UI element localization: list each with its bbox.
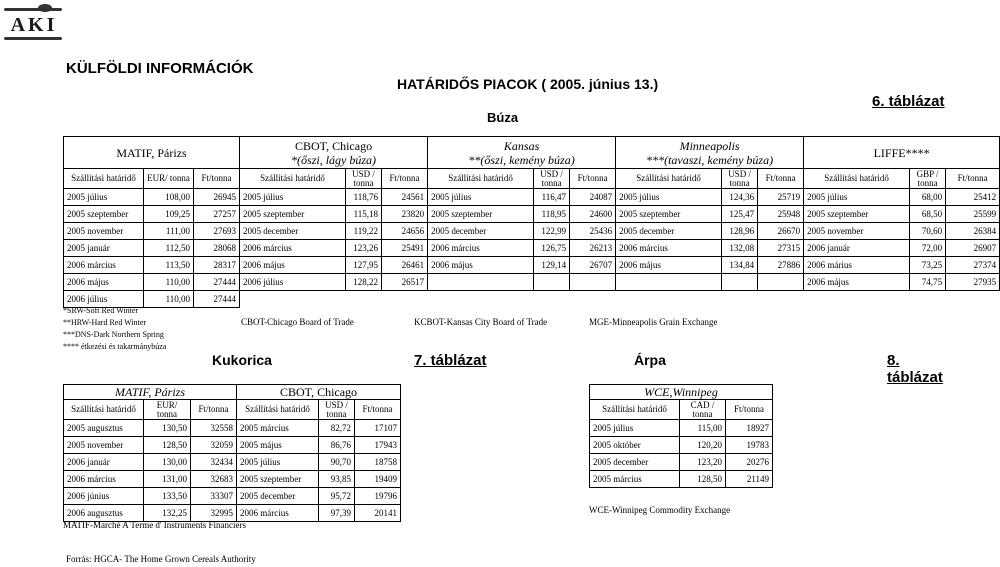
table-cell: 17943: [355, 437, 401, 454]
table-cell: 25719: [758, 189, 804, 206]
table-cell: 68,50: [910, 206, 946, 223]
table-cell: 2006 május: [616, 257, 722, 274]
table-row: [590, 454, 773, 471]
table-cell: 2005 július: [428, 189, 534, 206]
table-cell: 2005 szeptember: [616, 206, 722, 223]
commodity-title-corn: Kukorica: [212, 352, 272, 368]
table-cell: 90,70: [319, 454, 355, 471]
table-cell: 122,99: [534, 223, 570, 240]
table-cell: 2006 május: [240, 257, 346, 274]
col-delivery: Szállítási határidő: [237, 400, 319, 420]
table-row: [590, 471, 773, 488]
table-cell: 134,84: [722, 257, 758, 274]
table-cell: 73,25: [910, 257, 946, 274]
table-cell: 2005 október: [590, 437, 680, 454]
table-cell: 2006 augusztus: [64, 505, 144, 522]
market-header-matif: MATIF, Párizs: [64, 385, 237, 400]
table-cell: 2006 május: [64, 274, 144, 291]
col-delivery: Szállítási határidő: [428, 169, 534, 189]
section-title: HATÁRIDŐS PIACOK ( 2005. június 13.): [397, 76, 659, 92]
table-cell: 120,20: [680, 437, 726, 454]
col-delivery: Szállítási határidő: [240, 169, 346, 189]
col-delivery: Szállítási határidő: [804, 169, 910, 189]
table-cell: 26461: [382, 257, 428, 274]
footer-kcbot: KCBOT-Kansas City Board of Trade: [414, 317, 548, 327]
table-cell: 128,50: [680, 471, 726, 488]
table-cell: 2006 március: [237, 505, 319, 522]
col-usd: USD / tonna: [319, 400, 355, 420]
market-header-matif: [64, 137, 240, 169]
market-subtitle: ***(tavaszi, kemény búza): [646, 152, 774, 167]
table-cell: [534, 274, 570, 291]
table-cell: 132,25: [144, 505, 191, 522]
table-cell: 25436: [570, 223, 616, 240]
table-cell: 133,50: [144, 488, 191, 505]
market-name: Kansas: [503, 138, 540, 153]
table-cell: 26707: [570, 257, 616, 274]
table-cell: 24087: [570, 189, 616, 206]
table-cell: [240, 291, 1000, 308]
table-cell: 20276: [726, 454, 773, 471]
table-cell: 27444: [194, 291, 240, 308]
table-cell: 2005 szeptember: [240, 206, 346, 223]
table-cell: 25412: [946, 189, 1000, 206]
logo-text: AKI: [10, 14, 58, 36]
corn-futures-table: [63, 384, 401, 522]
table-cell: [428, 274, 534, 291]
table-cell: 2005 augusztus: [64, 420, 144, 437]
table-cell: 18927: [726, 420, 773, 437]
footer-matif: MATIF-Marché A Terme d' Instruments Financiers: [63, 520, 247, 530]
table-cell: 97,39: [319, 505, 355, 522]
table-cell: 26945: [194, 189, 240, 206]
col-eur: EUR/ tonna: [144, 169, 194, 189]
table-cell: 2006 március: [616, 240, 722, 257]
table-cell: 93,85: [319, 471, 355, 488]
table-cell: 127,95: [346, 257, 382, 274]
table-cell: 27374: [946, 257, 1000, 274]
table-cell: 2005 március: [590, 471, 680, 488]
table-cell: [570, 274, 616, 291]
logo-top-stroke: [4, 8, 62, 11]
table-cell: 27886: [758, 257, 804, 274]
table-cell: 2006 július: [64, 291, 144, 308]
table-cell: 131,00: [144, 471, 191, 488]
barley-column-header-row: [590, 400, 773, 420]
table-cell: 132,08: [722, 240, 758, 257]
table-cell: 2006 május: [428, 257, 534, 274]
note-hrw: **HRW-Hard Red Winter: [63, 318, 147, 327]
table-row: [64, 189, 1000, 206]
table-cell: 2006 március: [64, 471, 144, 488]
col-fttonna: Ft/tonna: [726, 400, 773, 420]
table-cell: 27935: [946, 274, 1000, 291]
table-cell: 32995: [191, 505, 237, 522]
table-cell: 109,25: [144, 206, 194, 223]
table-cell: 26907: [946, 240, 1000, 257]
table-cell: 27315: [758, 240, 804, 257]
col-fttonna: Ft/tonna: [191, 400, 237, 420]
table-cell: 2005 május: [237, 437, 319, 454]
table-cell: 25491: [382, 240, 428, 257]
table-cell: 26517: [382, 274, 428, 291]
note-srw: *SRW-Soft Red Winter: [63, 306, 139, 315]
market-subtitle: **(őszi, kemény búza): [468, 152, 575, 167]
table-cell: 70,60: [910, 223, 946, 240]
table-cell: 68,00: [910, 189, 946, 206]
footer-mge: MGE-Minneapolis Grain Exchange: [589, 317, 718, 327]
table-row: [64, 291, 1000, 308]
wheat-column-header-row: [64, 169, 1000, 189]
table-cell: 32683: [191, 471, 237, 488]
col-usd: USD / tonna: [722, 169, 758, 189]
table-cell: 32059: [191, 437, 237, 454]
table-cell: 129,14: [534, 257, 570, 274]
note-dns: ***DNS-Dark Northern Spring: [63, 330, 164, 339]
table-cell: 32558: [191, 420, 237, 437]
table-cell: 28068: [194, 240, 240, 257]
table-cell: 28317: [194, 257, 240, 274]
table-cell: 118,95: [534, 206, 570, 223]
table-cell: 72,00: [910, 240, 946, 257]
col-usd: USD / tonna: [346, 169, 382, 189]
commodity-title-barley: Árpa: [634, 352, 666, 368]
table-row: [590, 420, 773, 437]
table-cell: 95,72: [319, 488, 355, 505]
table-cell: 2006 március: [428, 240, 534, 257]
table-cell: 21149: [726, 471, 773, 488]
table-row: [64, 505, 401, 522]
table-cell: 2005 március: [237, 420, 319, 437]
corn-market-header-row: [64, 385, 401, 400]
table-cell: 19796: [355, 488, 401, 505]
table-number-7: 7. táblázat: [414, 352, 487, 369]
table-cell: 2005 július: [64, 189, 144, 206]
source-note: Forrás: HGCA- The Home Grown Cereals Authority: [66, 554, 256, 564]
table-row: [64, 240, 1000, 257]
table-cell: 128,50: [144, 437, 191, 454]
table-cell: 115,00: [680, 420, 726, 437]
table-cell: 119,22: [346, 223, 382, 240]
table-cell: 25599: [946, 206, 1000, 223]
table-cell: 2005 december: [240, 223, 346, 240]
table-cell: 113,50: [144, 257, 194, 274]
market-name: Minneapolis: [679, 138, 740, 153]
table-cell: 2006 március: [64, 257, 144, 274]
table-cell: 2005 július: [237, 454, 319, 471]
col-fttonna: Ft/tonna: [946, 169, 1000, 189]
market-name: MATIF, Párizs: [116, 145, 187, 160]
table-cell: [758, 274, 804, 291]
table-cell: 124,36: [722, 189, 758, 206]
table-cell: 18758: [355, 454, 401, 471]
table-cell: 2005 szeptember: [64, 206, 144, 223]
table-row: [64, 454, 401, 471]
table-cell: 32434: [191, 454, 237, 471]
wheat-futures-table: [63, 136, 1000, 308]
table-row: [590, 437, 773, 454]
table-cell: 24600: [570, 206, 616, 223]
table-cell: 118,76: [346, 189, 382, 206]
table-cell: 2005 november: [804, 223, 910, 240]
table-cell: [616, 274, 722, 291]
table-cell: 27257: [194, 206, 240, 223]
table-cell: 27444: [194, 274, 240, 291]
barley-futures-table: [589, 384, 773, 488]
table-cell: 86,76: [319, 437, 355, 454]
market-name: LIFFE****: [873, 145, 930, 160]
table-cell: 27693: [194, 223, 240, 240]
market-subtitle: *(őszi, lágy búza): [291, 152, 377, 167]
market-header-cbot: [240, 137, 428, 169]
table-row: [64, 257, 1000, 274]
table-cell: 111,00: [144, 223, 194, 240]
col-fttonna: Ft/tonna: [382, 169, 428, 189]
table-cell: 26384: [946, 223, 1000, 240]
table-cell: 2005 január: [64, 240, 144, 257]
table-cell: 74,75: [910, 274, 946, 291]
table-cell: 26670: [758, 223, 804, 240]
col-eur: EUR/ tonna: [144, 400, 191, 420]
table-cell: 25948: [758, 206, 804, 223]
table-row: [64, 488, 401, 505]
table-number-8: 8. táblázat: [887, 352, 943, 386]
table-cell: 2005 július: [616, 189, 722, 206]
table-cell: 24656: [382, 223, 428, 240]
col-fttonna: Ft/tonna: [355, 400, 401, 420]
table-cell: 110,00: [144, 291, 194, 308]
table-row: [64, 223, 1000, 240]
table-cell: 110,00: [144, 274, 194, 291]
table-cell: 23820: [382, 206, 428, 223]
col-delivery: Szállítási határidő: [64, 400, 144, 420]
table-cell: 125,47: [722, 206, 758, 223]
table-cell: 123,26: [346, 240, 382, 257]
table-cell: 2005 július: [590, 420, 680, 437]
table-cell: 82,72: [319, 420, 355, 437]
corn-column-header-row: [64, 400, 401, 420]
table-cell: [722, 274, 758, 291]
table-cell: 2005 november: [64, 437, 144, 454]
table-cell: 112,50: [144, 240, 194, 257]
table-cell: 2005 szeptember: [428, 206, 534, 223]
note-feed: **** étkezési és takarmánybúza: [63, 342, 167, 351]
table-cell: 33307: [191, 488, 237, 505]
table-cell: 115,18: [346, 206, 382, 223]
page-title: KÜLFÖLDI INFORMÁCIÓK: [66, 60, 254, 77]
footer-wce: WCE-Winnipeg Commodity Exchange: [589, 505, 731, 515]
table-cell: 2005 július: [804, 189, 910, 206]
table-cell: 128,96: [722, 223, 758, 240]
table-cell: 2005 szeptember: [237, 471, 319, 488]
wheat-notes: [63, 306, 166, 351]
table-cell: 24561: [382, 189, 428, 206]
table-cell: 116,47: [534, 189, 570, 206]
table-number-6: 6. táblázat: [872, 93, 945, 110]
barley-market-header-row: [590, 385, 773, 400]
table-cell: 2005 december: [428, 223, 534, 240]
table-row: [64, 206, 1000, 223]
table-cell: 2005 december: [616, 223, 722, 240]
col-cad: CAD / tonna: [680, 400, 726, 420]
col-fttonna: Ft/tonna: [194, 169, 240, 189]
table-cell: 2005 december: [590, 454, 680, 471]
table-cell: 2006 március: [240, 240, 346, 257]
table-cell: 2006 január: [804, 240, 910, 257]
market-header-kansas: [428, 137, 616, 169]
col-gbp: GBP / tonna: [910, 169, 946, 189]
table-cell: 2006 július: [240, 274, 346, 291]
table-cell: 2005 december: [237, 488, 319, 505]
wheat-market-header-row: [64, 137, 1000, 169]
table-cell: 2006 június: [64, 488, 144, 505]
market-header-liffe: [804, 137, 1000, 169]
commodity-title-wheat: Búza: [487, 110, 519, 125]
table-cell: 123,20: [680, 454, 726, 471]
market-name: CBOT, Chicago: [294, 138, 373, 153]
table-cell: 2005 november: [64, 223, 144, 240]
table-cell: 126,75: [534, 240, 570, 257]
logo-bottom-stroke: [4, 37, 62, 40]
table-cell: 130,50: [144, 420, 191, 437]
table-cell: 19783: [726, 437, 773, 454]
table-row: [64, 420, 401, 437]
table-cell: 20141: [355, 505, 401, 522]
table-row: [64, 274, 1000, 291]
market-header-wce: WCE,Winnipeg: [590, 385, 773, 400]
table-cell: 2005 szeptember: [804, 206, 910, 223]
table-cell: 2006 márius: [804, 257, 910, 274]
col-usd: USD / tonna: [534, 169, 570, 189]
table-cell: 108,00: [144, 189, 194, 206]
table-cell: 19409: [355, 471, 401, 488]
table-cell: 130,00: [144, 454, 191, 471]
logo-ornament: [38, 4, 52, 12]
col-fttonna: Ft/tonna: [570, 169, 616, 189]
col-fttonna: Ft/tonna: [758, 169, 804, 189]
market-header-minneapolis: [616, 137, 804, 169]
footer-cbot: CBOT-Chicago Board of Trade: [241, 317, 354, 327]
table-cell: 128,22: [346, 274, 382, 291]
col-delivery: Szállítási határidő: [616, 169, 722, 189]
table-cell: 26213: [570, 240, 616, 257]
table-row: [64, 471, 401, 488]
col-delivery: Szállítási határidő: [64, 169, 144, 189]
table-cell: 2005 július: [240, 189, 346, 206]
table-cell: 2006 január: [64, 454, 144, 471]
table-cell: 2006 május: [804, 274, 910, 291]
market-header-cbot: CBOT, Chicago: [237, 385, 401, 400]
table-cell: 17107: [355, 420, 401, 437]
aki-logo: [4, 4, 62, 42]
table-row: [64, 437, 401, 454]
col-delivery: Szállítási határidő: [590, 400, 680, 420]
